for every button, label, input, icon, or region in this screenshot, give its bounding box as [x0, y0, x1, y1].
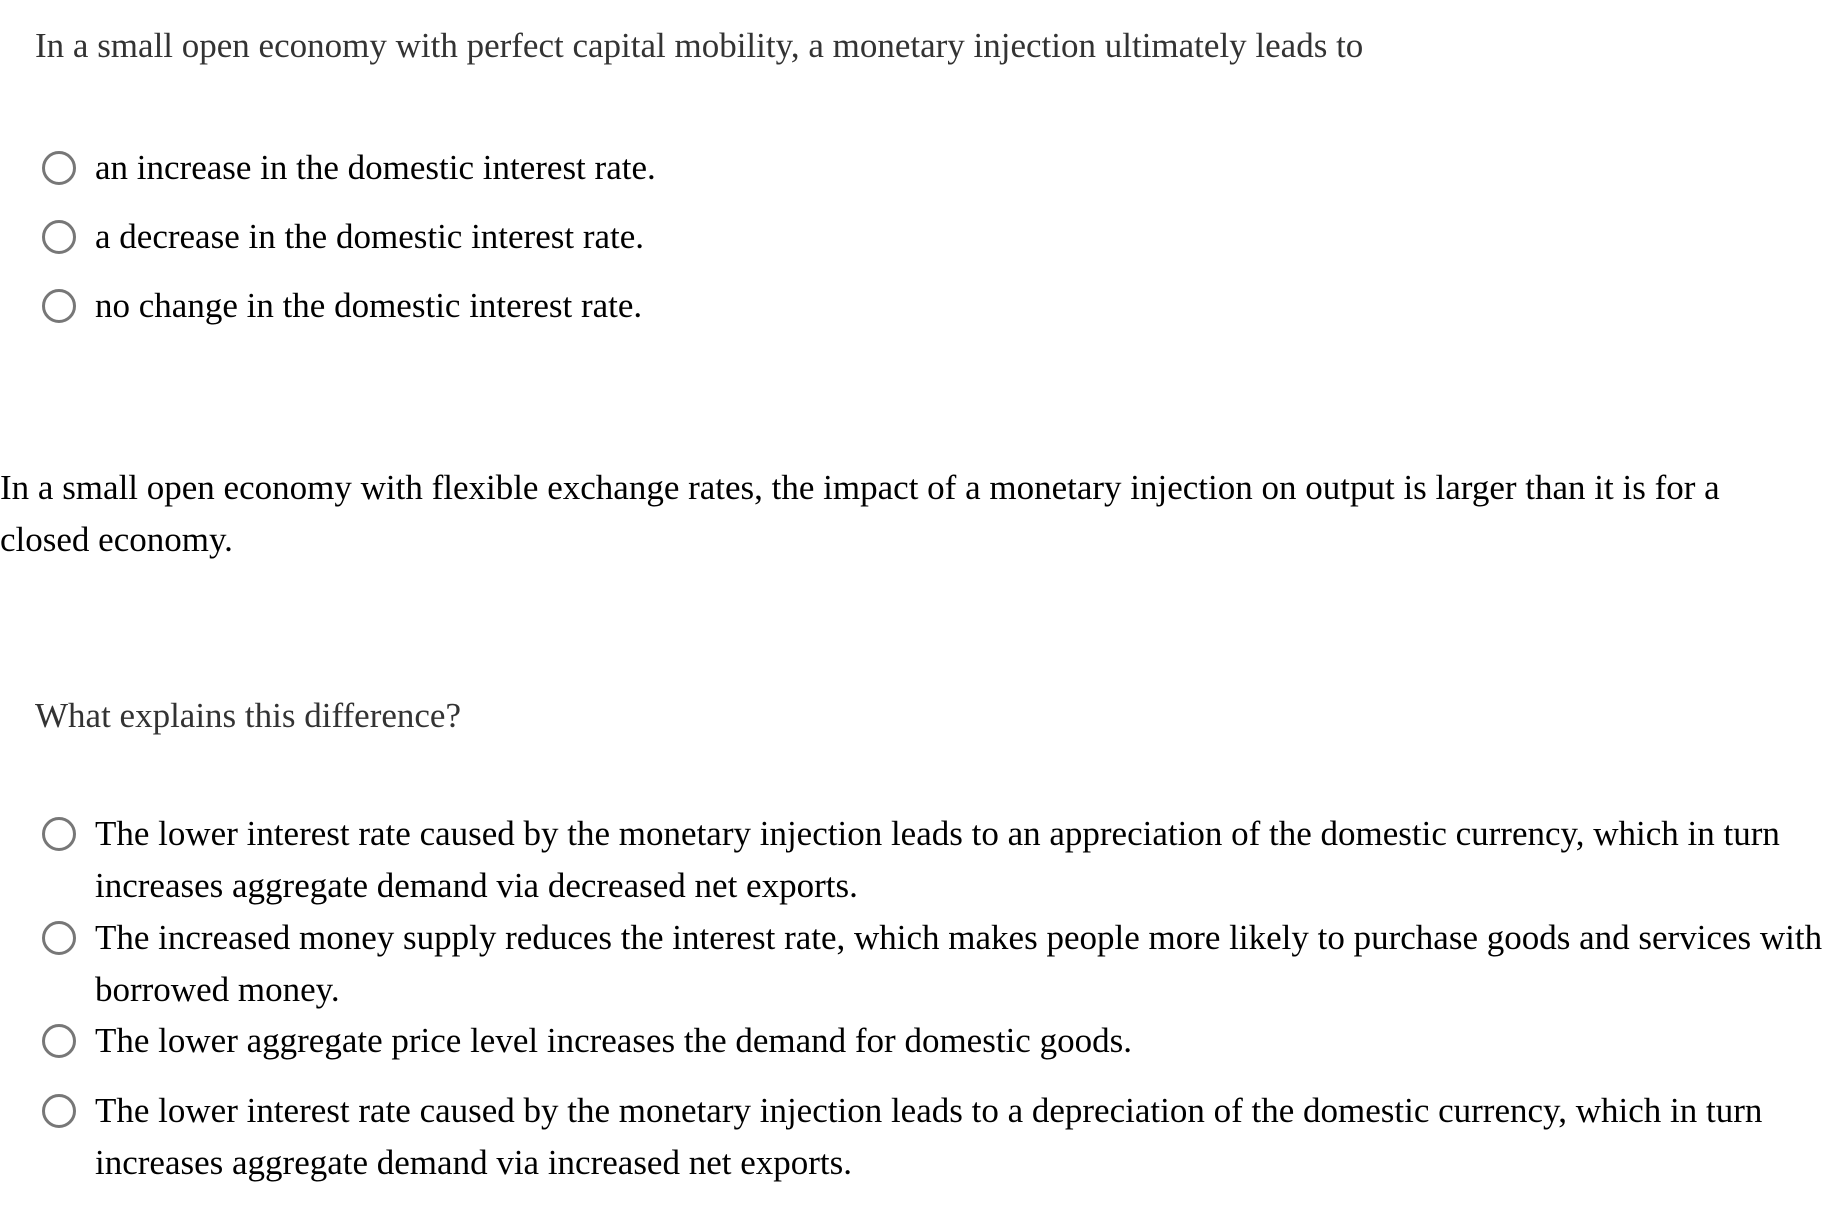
option-label: The increased money supply reduces the interest rate, which makes people more likely to purchase goods and services with borrowed money. — [95, 918, 1823, 1009]
statement-text: In a small open economy with flexible exchange rates, the impact of a monetary injection on output is larger than it is for a closed economy. — [0, 468, 1720, 559]
question-1-option-1[interactable] — [42, 142, 1095, 194]
radio-button[interactable] — [42, 289, 76, 323]
question-1-option-2[interactable] — [42, 211, 1095, 263]
option-label: The lower interest rate caused by the monetary injection leads to a depreciation of the domestic currency, which in turn increases aggregate demand via increased net exports. — [95, 1091, 1763, 1182]
radio-button[interactable] — [42, 921, 76, 955]
question-1-option-3[interactable] — [42, 280, 1095, 332]
option-label: The lower aggregate price level increases the demand for domestic goods. — [95, 1021, 1132, 1060]
question-2-option-4[interactable] — [42, 1085, 1840, 1189]
option-label: an increase in the domestic interest rate. — [95, 148, 656, 187]
option-label: The lower interest rate caused by the monetary injection leads to an appreciation of the domestic currency, which in turn increases aggregate demand via decreased net exports. — [95, 814, 1780, 905]
question-2-prompt: What explains this difference? — [35, 696, 461, 735]
radio-button[interactable] — [42, 151, 76, 185]
option-label: no change in the domestic interest rate. — [95, 286, 643, 325]
radio-button[interactable] — [42, 1024, 76, 1058]
radio-button[interactable] — [42, 817, 76, 851]
question-2-option-1[interactable] — [42, 808, 1840, 912]
question-1-prompt: In a small open economy with perfect capital mobility, a monetary injection ultimately leads to — [35, 26, 1364, 65]
option-label: a decrease in the domestic interest rate. — [95, 217, 645, 256]
radio-button[interactable] — [42, 1094, 76, 1128]
radio-button[interactable] — [42, 220, 76, 254]
question-2-option-3[interactable] — [42, 1015, 1840, 1067]
question-2-option-2[interactable] — [42, 912, 1840, 1016]
